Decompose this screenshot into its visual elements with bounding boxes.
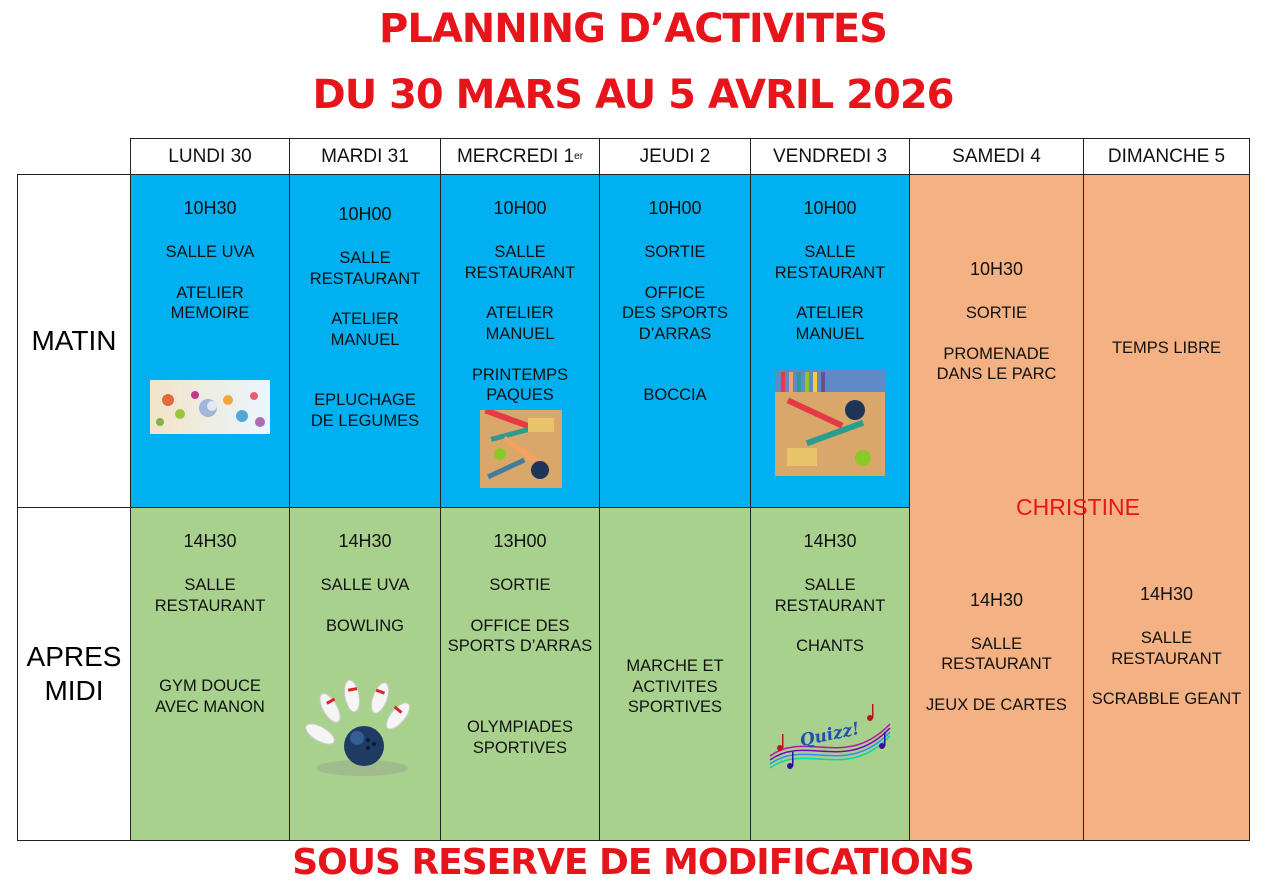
thu-am-type: SORTIE (644, 243, 706, 261)
sun-am-act: TEMPS LIBRE (1111, 339, 1222, 357)
sun-pm-act: SCRABBLE GEANT (1091, 690, 1242, 708)
fri-am-place-1: SALLE (804, 243, 856, 261)
wed-pm-type: SORTIE (489, 576, 551, 594)
footer-disclaimer: SOUS RESERVE DE MODIFICATIONS (292, 842, 974, 883)
fri-am-time: 10H00 (803, 198, 857, 218)
quiz-label: Quizz! (798, 718, 862, 752)
wed-am-act-4: PAQUES (486, 386, 554, 404)
mon-am-time: 10H30 (183, 198, 237, 218)
tue-am-act-1: ATELIER (331, 310, 399, 328)
wed-pm-place-1: OFFICE DES (470, 617, 570, 635)
cell-friday-afternoon (750, 507, 910, 841)
tue-pm-time: 14H30 (338, 531, 392, 551)
fri-pm-place-1: SALLE (804, 576, 856, 594)
staff-name: CHRISTINE (1016, 494, 1140, 520)
mon-am-place: SALLE UVA (165, 243, 255, 261)
mon-am-act-2: MEMOIRE (170, 304, 250, 322)
thu-pm-act-3: SPORTIVES (627, 698, 723, 716)
header-friday: VENDREDI 3 (750, 138, 910, 175)
fri-pm-time: 14H30 (803, 531, 857, 551)
sat-pm-place-2: RESTAURANT (941, 655, 1052, 673)
thu-am-act: BOCCIA (643, 386, 707, 404)
wed-am-act-1: ATELIER (486, 304, 554, 322)
wed-am-time: 10H00 (493, 198, 547, 218)
craft-supplies-illustration (480, 410, 562, 488)
tue-am-act-2: MANUEL (330, 331, 400, 349)
mon-pm-place-1: SALLE (184, 576, 236, 594)
tue-pm-act: BOWLING (326, 617, 404, 635)
sun-pm-place-1: SALLE (1140, 629, 1193, 647)
row-label-morning: MATIN (17, 174, 131, 508)
thu-am-time: 10H00 (648, 198, 702, 218)
cell-wednesday-afternoon (440, 507, 600, 841)
mon-pm-act-2: AVEC MANON (155, 698, 265, 716)
header-tuesday: MARDI 31 (289, 138, 441, 175)
mon-am-act-1: ATELIER (176, 284, 244, 302)
sat-pm-time: 14H30 (969, 590, 1024, 610)
thu-pm-act-2: ACTIVITES (632, 678, 718, 696)
wed-am-act-3: PRINTEMPS (471, 366, 569, 384)
wed-pm-act-2: SPORTIVES (472, 739, 568, 757)
sat-am-act-1: PROMENADE (943, 345, 1050, 363)
tue-am-place-2: RESTAURANT (309, 270, 421, 288)
wed-am-place-2: RESTAURANT (464, 264, 576, 282)
craft-supplies-illustration-large (775, 370, 885, 476)
thu-am-place-1: OFFICE (644, 284, 706, 302)
mon-pm-time: 14H30 (183, 531, 237, 551)
tue-am-act-4: DE LEGUMES (310, 412, 420, 430)
thu-am-place-3: D’ARRAS (638, 325, 712, 343)
wed-am-act-2: MANUEL (485, 325, 555, 343)
wed-pm-act-1: OLYMPIADES (466, 718, 574, 736)
music-quiz-illustration (766, 700, 894, 776)
title-line-2: DU 30 MARS AU 5 AVRIL 2026 (312, 72, 954, 118)
thu-pm-act-1: MARCHE ET (626, 657, 724, 675)
cell-monday-morning (130, 174, 290, 508)
header-saturday: SAMEDI 4 (909, 138, 1084, 175)
sat-pm-act: JEUX DE CARTES (926, 696, 1067, 714)
fri-am-place-2: RESTAURANT (774, 264, 886, 282)
sat-am-time: 10H30 (969, 259, 1024, 279)
sun-pm-time: 14H30 (1139, 584, 1194, 604)
header-thursday: JEUDI 2 (599, 138, 751, 175)
row-label-afternoon: APRES MIDI (17, 507, 131, 841)
sat-am-type: SORTIE (965, 304, 1028, 322)
header-sunday: DIMANCHE 5 (1083, 138, 1250, 175)
sat-am-act-2: DANS LE PARC (936, 365, 1057, 383)
header-wednesday: MERCREDI 1 er (440, 138, 600, 175)
mon-pm-act-1: GYM DOUCE (159, 677, 261, 695)
fri-am-act-2: MANUEL (795, 325, 865, 343)
title-line-1: PLANNING D’ACTIVITES (379, 6, 887, 52)
wed-am-place-1: SALLE (494, 243, 546, 261)
tue-pm-place: SALLE UVA (320, 576, 410, 594)
cell-monday-afternoon (130, 507, 290, 841)
wed-pm-time: 13H00 (493, 531, 547, 551)
mon-pm-place-2: RESTAURANT (154, 597, 266, 615)
thu-am-place-2: DES SPORTS (621, 304, 729, 322)
header-monday: LUNDI 30 (130, 138, 290, 175)
tue-am-act-3: EPLUCHAGE (314, 391, 416, 409)
wed-pm-place-2: SPORTS D’ARRAS (447, 637, 593, 655)
fri-pm-act: CHANTS (796, 637, 864, 655)
fri-am-act-1: ATELIER (796, 304, 864, 322)
memory-workshop-illustration (150, 380, 270, 434)
sun-pm-place-2: RESTAURANT (1111, 650, 1222, 668)
bowling-illustration (302, 668, 414, 780)
tue-am-time: 10H00 (338, 204, 392, 224)
sat-pm-place-1: SALLE (970, 635, 1023, 653)
tue-am-place-1: SALLE (339, 249, 391, 267)
fri-pm-place-2: RESTAURANT (774, 597, 886, 615)
